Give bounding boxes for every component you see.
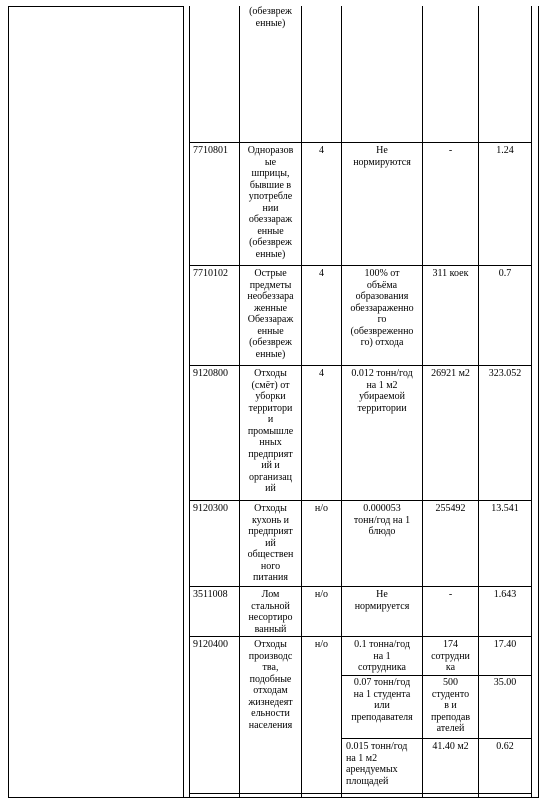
table-cell-name: Отходы (смёт) от уборки территори и промышле нных предприят ий и организац ий — [247, 368, 294, 494]
table-bottom-line — [189, 793, 532, 794]
table-subcell-amount: 0.62 — [496, 741, 514, 752]
table-cell-name: Отходы кухонь и предприят ий обществен ного питания — [247, 503, 294, 583]
table-cell-norm: Не нормируются — [353, 145, 411, 168]
row-line-3 — [189, 365, 532, 366]
outer-top-border — [8, 6, 183, 7]
col-line-hazard-left — [301, 6, 302, 798]
table-cell-amount: 13.541 — [491, 503, 519, 514]
table-cell-hazard: 4 — [319, 145, 324, 156]
table-cell-quantity: 255492 — [435, 503, 466, 514]
table-cell-code: 9120300 — [193, 503, 228, 514]
col-line-code-left — [189, 6, 190, 798]
table-cell-hazard: н/о — [314, 589, 329, 600]
table-cell-norm: 0.012 тонн/год на 1 м2 убираемой территории — [351, 368, 413, 414]
row-line-6 — [189, 636, 532, 637]
table-cell-norm: 0.000053 тонн/год на 1 блюдо — [353, 503, 411, 537]
table-cell-amount: 1.24 — [496, 145, 514, 156]
table-subcell-quantity: 41.40 м2 — [432, 741, 469, 752]
row-line-5 — [189, 586, 532, 587]
outer-right-border — [538, 6, 539, 798]
table-cell-hazard: н/о — [314, 639, 329, 650]
table-cell-code: 7710102 — [193, 268, 228, 279]
table-subcell-amount: 17.40 — [493, 639, 517, 650]
table-cell-hazard: 4 — [319, 368, 324, 379]
table-subcell-quantity: 500 студенто в и преподав ателей — [430, 677, 471, 734]
outer-left-border — [8, 6, 9, 798]
table-cell-name: Лом стальной несортиро ванный — [248, 589, 293, 635]
table-cell-quantity: 311 коек — [432, 268, 469, 279]
row-line-1 — [189, 142, 532, 143]
table-cell-hazard: н/о — [314, 503, 329, 514]
table-cell-name: (обезвреж енные) — [249, 6, 292, 29]
table-cell-amount: 323.052 — [488, 368, 522, 379]
subrow-line-2 — [341, 738, 532, 739]
table-cell-code: 3511008 — [193, 589, 228, 600]
outer-bottom-border — [8, 797, 539, 798]
table-cell-norm: 100% от объёма образования обеззараженно го (обезвреженно го) отхода — [350, 268, 414, 348]
table-cell-quantity: 26921 м2 — [431, 368, 470, 379]
table-cell-name: Одноразов ые шприцы, бывшие в употребле нии обеззараж енные (обезвреж енные) — [247, 145, 294, 260]
table-subcell-norm: 0.07 тонн/год на 1 студента или преподавателя — [351, 677, 413, 723]
table-cell-code: 9120400 — [193, 639, 228, 650]
table-cell-amount: 1.643 — [493, 589, 517, 600]
table-cell-code: 7710801 — [193, 145, 228, 156]
table-subcell-norm: 0.015 тонн/год на 1 м2 арендуемых площадей — [346, 741, 408, 787]
col-line-amount-right — [531, 6, 532, 798]
table-cell-hazard: 4 — [319, 268, 324, 279]
table-subcell-quantity: 174 сотрудни ка — [431, 639, 470, 673]
table-subcell-amount: 35.00 — [493, 677, 517, 688]
table-cell-code: 9120800 — [193, 368, 228, 379]
table-cell-quantity: - — [448, 589, 453, 600]
table-cell-norm: Не нормируется — [354, 589, 410, 612]
row-line-2 — [189, 265, 532, 266]
left-column-border — [183, 6, 184, 798]
table-cell-name: Острые предметы необеззара женные Обеззараж енные (обезвреж енные) — [247, 268, 294, 360]
table-cell-quantity: - — [448, 145, 453, 156]
subrow-line-1 — [341, 675, 532, 676]
table-cell-name: Отходы производс тва, подобные отходам жизнедеят ельности населения — [248, 639, 293, 731]
row-line-4 — [189, 500, 532, 501]
table-subcell-norm: 0.1 тонна/год на 1 сотрудника — [354, 639, 410, 673]
table-cell-amount: 0.7 — [498, 268, 512, 279]
